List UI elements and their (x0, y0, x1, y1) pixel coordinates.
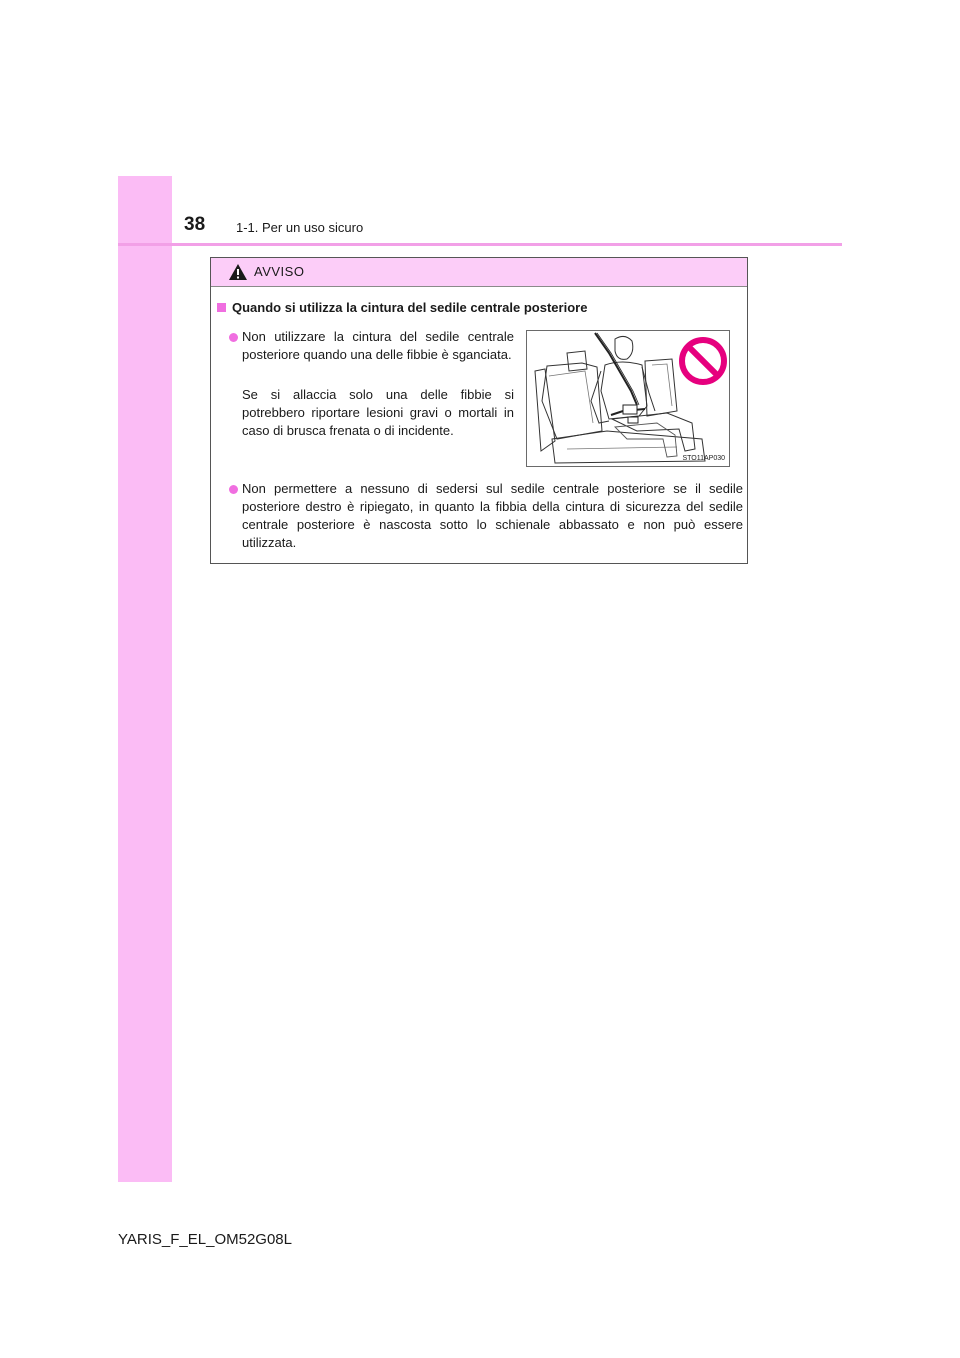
prohibition-icon (682, 340, 724, 382)
warning-subhead-text: Quando si utilizza la cintura del sedile centrale posteriore (232, 300, 588, 315)
bullet1-paragraph1: Non utilizzare la cintura del sedile centrale posteriore quando una delle fibbie è sganciata. (242, 329, 514, 362)
section-title: 1-1. Per un uso sicuro (236, 220, 364, 235)
warning-label: AVVISO (254, 264, 305, 279)
seat-belt-illustration (526, 330, 730, 467)
square-bullet-icon (217, 303, 226, 312)
bullet2-paragraph: Non permettere a nessuno di sedersi sul sedile centrale posteriore se il sedile posteriore destro è ripiegato, in quanto la fibbia della cintura di sicurezza del sedile centrale posteriore è nascosta sotto lo schienale abbassato e non può essere utilizzata. (242, 481, 743, 550)
bullet1-paragraph2: Se si allaccia solo una delle fibbie si potrebbero riportare lesioni gravi o mortali in caso di brusca frenata o di incidente. (242, 387, 514, 438)
warning-triangle-icon (228, 263, 248, 281)
warning-subhead (217, 300, 587, 316)
header-rule (118, 243, 842, 246)
document-code-footer: YARIS_F_EL_OM52G08L (118, 1231, 292, 1248)
side-color-band (118, 176, 172, 1182)
rear-seat-drawing (527, 331, 729, 466)
warning-header (211, 258, 747, 287)
bullet-dot-icon (229, 485, 238, 494)
figure-code: STO11AP030 (682, 455, 725, 462)
bullet-dot-icon (229, 333, 238, 342)
page-number: 38 (184, 214, 206, 235)
warning-box (210, 257, 748, 564)
